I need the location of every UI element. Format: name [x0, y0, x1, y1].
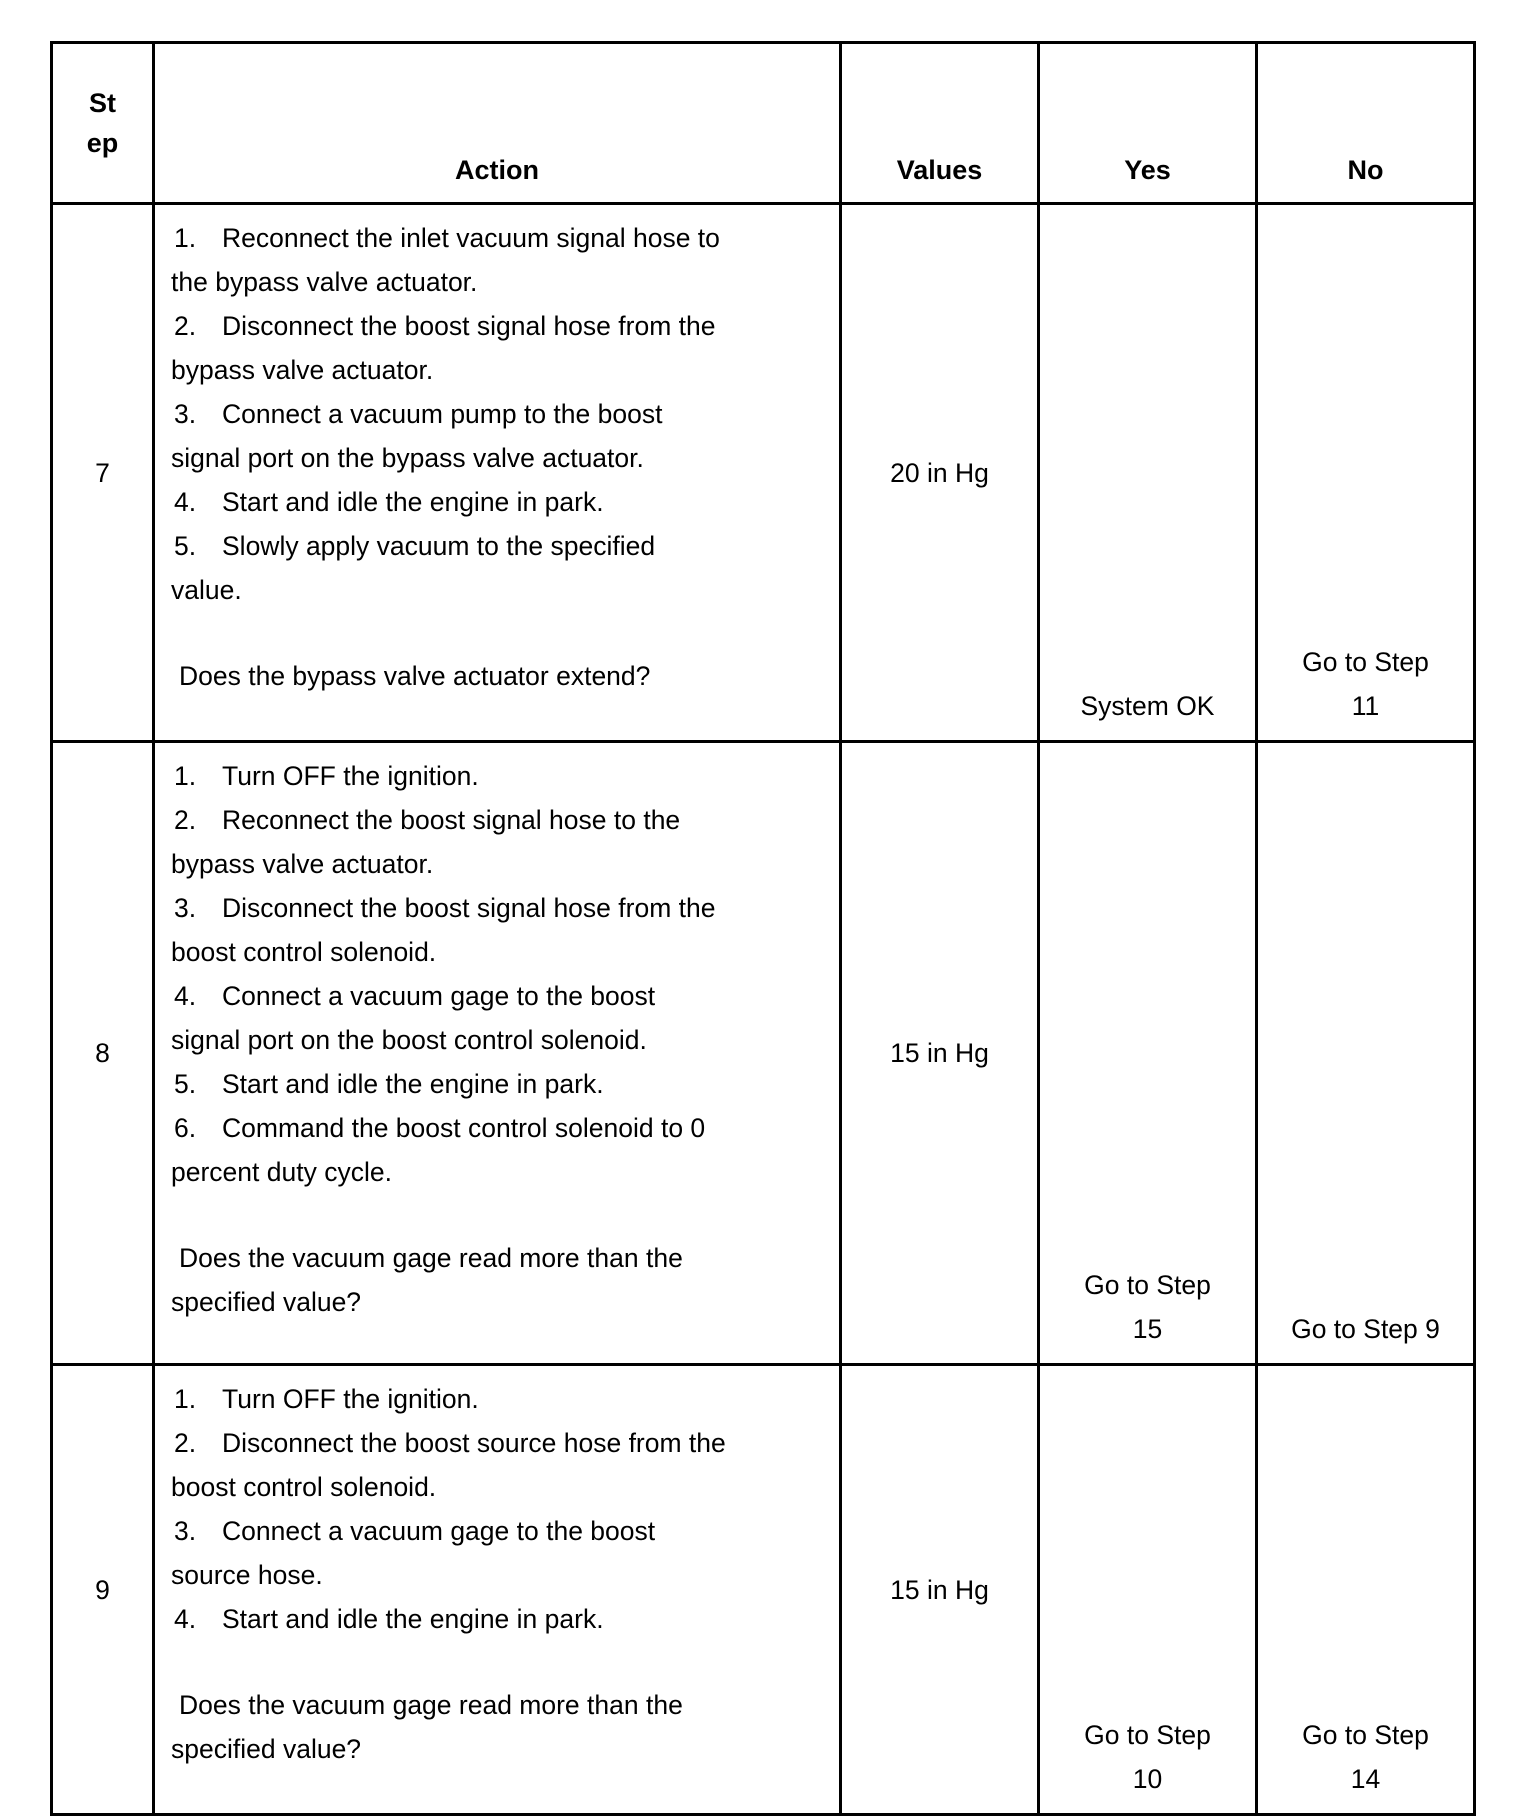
table-row	[52, 742, 1475, 1365]
action-step-text: Reconnect the boost signal hose to the	[222, 805, 681, 835]
action-step-text: Turn OFF the ignition.	[222, 1384, 479, 1414]
header-values: Values	[841, 43, 1039, 204]
action-step	[171, 1509, 829, 1553]
step-number: 9	[52, 1365, 154, 1815]
action-step-number: 2.	[174, 805, 197, 835]
action-step-continuation: boost control solenoid.	[171, 1472, 437, 1502]
action-step-text: Connect a vacuum pump to the boost	[222, 399, 663, 429]
action-step-continuation: signal port on the boost control solenoid.	[171, 1025, 647, 1055]
action-step-text: Connect a vacuum gage to the boost	[222, 981, 656, 1011]
no-result-cell: Go to Step 14	[1257, 1365, 1475, 1815]
action-step-continuation: signal port on the bypass valve actuator.	[171, 443, 644, 473]
action-step	[171, 216, 829, 260]
action-step-continuation: boost control solenoid.	[171, 937, 437, 967]
yes-result-cell: Go to Step 10	[1039, 1365, 1257, 1815]
action-step	[171, 1377, 829, 1421]
header-step: St ep	[52, 43, 154, 204]
header-yes: Yes	[1039, 43, 1257, 204]
action-step	[171, 392, 829, 436]
action-step-number: 4.	[174, 487, 197, 517]
action-step	[171, 1062, 829, 1106]
action-step-number: 1.	[174, 761, 197, 791]
action-step-continuation: value.	[171, 575, 242, 605]
action-step	[171, 1597, 829, 1641]
action-step-text: Disconnect the boost signal hose from the	[222, 311, 716, 341]
action-step-text: Turn OFF the ignition.	[222, 761, 479, 791]
action-step-number: 3.	[174, 1516, 197, 1546]
action-step-continuation: the bypass valve actuator.	[171, 267, 478, 297]
header-no: No	[1257, 43, 1475, 204]
action-step-number: 5.	[174, 531, 197, 561]
action-step-number: 1.	[174, 223, 197, 253]
yes-result-cell: Go to Step 15	[1039, 742, 1257, 1365]
action-step-continuation: percent duty cycle.	[171, 1157, 392, 1187]
action-cell	[154, 204, 841, 742]
no-result-cell: Go to Step 9	[1257, 742, 1475, 1365]
action-question: Does the vacuum gage read more than the specified value?	[171, 1243, 683, 1317]
yes-result-cell: System OK	[1039, 204, 1257, 742]
action-step-text: Start and idle the engine in park.	[222, 1604, 604, 1634]
action-question: Does the vacuum gage read more than the specified value?	[171, 1690, 683, 1764]
action-step-number: 2.	[174, 311, 197, 341]
action-step-text: Start and idle the engine in park.	[222, 1069, 604, 1099]
action-step	[171, 974, 829, 1018]
action-cell	[154, 1365, 841, 1815]
action-step-number: 5.	[174, 1069, 197, 1099]
action-step-text: Connect a vacuum gage to the boost	[222, 1516, 656, 1546]
action-step	[171, 480, 829, 524]
action-step-continuation: bypass valve actuator.	[171, 849, 434, 879]
action-step-text: Slowly apply vacuum to the specified	[222, 531, 656, 561]
action-step-text: Disconnect the boost signal hose from the	[222, 893, 716, 923]
action-step	[171, 886, 829, 930]
header-row	[52, 43, 1475, 204]
action-step-number: 3.	[174, 399, 197, 429]
action-step	[171, 1106, 829, 1150]
action-step-text: Disconnect the boost source hose from the	[222, 1428, 726, 1458]
action-step	[171, 1421, 829, 1465]
value-cell: 15 in Hg	[841, 1365, 1039, 1815]
action-step	[171, 798, 829, 842]
action-step	[171, 304, 829, 348]
value-cell: 20 in Hg	[841, 204, 1039, 742]
action-step-number: 6.	[174, 1113, 197, 1143]
action-step-number: 2.	[174, 1428, 197, 1458]
action-step-number: 4.	[174, 1604, 197, 1634]
action-question: Does the bypass valve actuator extend?	[179, 661, 651, 691]
action-step-number: 4.	[174, 981, 197, 1011]
action-step-text: Reconnect the inlet vacuum signal hose to	[222, 223, 720, 253]
value-cell: 15 in Hg	[841, 742, 1039, 1365]
action-step	[171, 754, 829, 798]
action-cell	[154, 742, 841, 1365]
no-result-cell: Go to Step 11	[1257, 204, 1475, 742]
step-number: 7	[52, 204, 154, 742]
action-step-continuation: bypass valve actuator.	[171, 355, 434, 385]
table-row	[52, 1365, 1475, 1815]
step-number: 8	[52, 742, 154, 1365]
action-step	[171, 524, 829, 568]
action-step-text: Command the boost control solenoid to 0	[222, 1113, 706, 1143]
diagnostic-table	[50, 41, 1476, 1816]
table-row	[52, 204, 1475, 742]
action-step-continuation: source hose.	[171, 1560, 323, 1590]
header-action: Action	[154, 43, 841, 204]
action-step-text: Start and idle the engine in park.	[222, 487, 604, 517]
action-step-number: 3.	[174, 893, 197, 923]
action-step-number: 1.	[174, 1384, 197, 1414]
